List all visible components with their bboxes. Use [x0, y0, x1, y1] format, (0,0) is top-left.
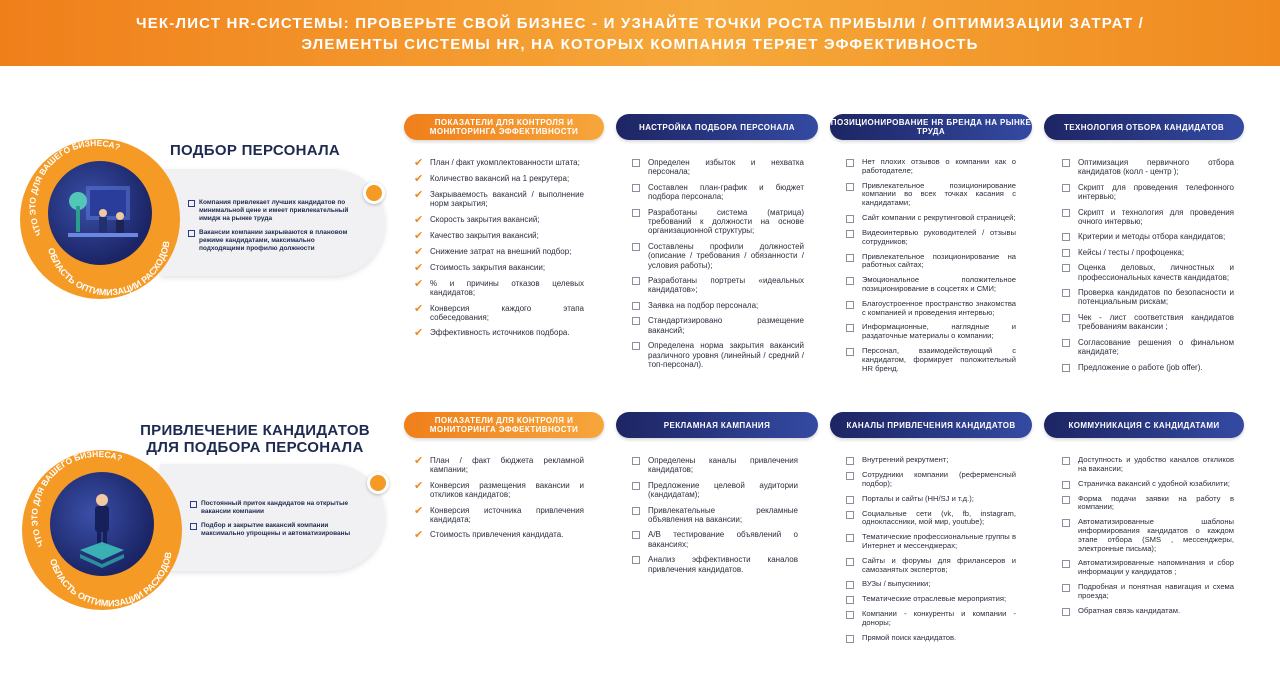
hub-circle: [20, 139, 180, 299]
checkbox[interactable]: [846, 230, 854, 238]
checkbox[interactable]: [1062, 249, 1070, 257]
connector-dot: [367, 472, 389, 494]
hub-illustration: [48, 161, 152, 265]
checkbox[interactable]: [846, 534, 854, 542]
list-item[interactable]: Составлены профили должностей (описание / требования / обязанности / условия работы);: [632, 242, 804, 270]
list-item: ✔ Количество вакансий на 1 рекрутера;: [414, 173, 570, 185]
ring-top-text: ЧТО ЭТО ДЛЯ ВАШЕГО БИЗНЕСА?: [29, 450, 124, 549]
column-header: КАНАЛЫ ПРИВЛЕЧЕНИЯ КАНДИДАТОВ: [830, 412, 1032, 438]
checkmark-icon: ✔: [414, 245, 424, 258]
list-item[interactable]: Доступность и удобство каналов откликов на вакансии;: [1062, 456, 1234, 474]
checkbox[interactable]: [846, 611, 854, 619]
checkbox[interactable]: [1062, 264, 1070, 272]
list-item[interactable]: Сайт компании с рекрутинговой страницей;: [846, 214, 1016, 223]
column-header: ПОКАЗАТЕЛИ ДЛЯ КОНТРОЛЯ И МОНИТОРИНГА ЭФФЕКТИВНОСТИ: [404, 114, 604, 140]
section-recruitment: [0, 96, 1280, 406]
column-header: КОММУНИКАЦИЯ С КАНДИДАТАМИ: [1044, 412, 1244, 438]
checkmark-icon: ✔: [414, 173, 424, 185]
section-title: ПРИВЛЕЧЕНИЕ КАНДИДАТОВ ДЛЯ ПОДБОРА ПЕРСОНАЛА: [140, 422, 370, 456]
checkbox[interactable]: [846, 635, 854, 643]
list-item[interactable]: Тематические профессиональные группы в Интернет и мессенджерах;: [846, 533, 1016, 551]
list-item[interactable]: Тематические отраслевые мероприятия;: [846, 595, 1016, 604]
section-title: ПОДБОР ПЕРСОНАЛА: [169, 142, 341, 159]
checkbox[interactable]: [846, 159, 854, 167]
checkmark-icon: ✔: [414, 213, 424, 226]
list-item[interactable]: Автоматизированные шаблоны информирования кандидатов о каждом этапе отбора (SMS , мессенджеры, электронные письма);: [1062, 518, 1234, 553]
list-item[interactable]: Информационные, наглядные и раздаточные материалы о компании;: [846, 323, 1016, 341]
checkmark-icon: ✔: [414, 261, 424, 274]
hub-circle: [22, 450, 182, 610]
title-banner: [0, 0, 1280, 66]
checkbox[interactable]: [632, 457, 640, 465]
checkbox-icon: [188, 230, 195, 237]
list-item[interactable]: Привлекательное позиционирование на работных сайтах;: [846, 253, 1016, 271]
ring-bottom-text: ОБЛАСТЬ ОПТИМИЗАЦИИ РАСХОДОВ: [47, 551, 174, 609]
pill-item: Вакансии компании закрываются в плановом режиме кандидатами, максимально подходящими профилю должности: [188, 229, 353, 253]
pill-item: Подбор и закрытие вакансий компании максимально упрощены и автоматизированы: [190, 522, 362, 538]
checkbox[interactable]: [632, 302, 640, 310]
checkbox[interactable]: [632, 184, 640, 192]
checkbox[interactable]: [846, 277, 854, 285]
checkbox[interactable]: [1062, 496, 1070, 504]
list-item[interactable]: Сотрудники компании (реферменсный подбор);: [846, 471, 1016, 489]
list-item[interactable]: Эмоциональное положительное позиционирование в соцсетях и СМИ;: [846, 276, 1016, 294]
list-item[interactable]: Критерии и методы отбора кандидатов;: [1062, 232, 1234, 241]
checkmark-icon: ✔: [414, 229, 424, 242]
kpi-list: [414, 158, 584, 344]
list-item[interactable]: Определены каналы привлечения кандидатов;: [632, 456, 798, 475]
list-item[interactable]: Составлен план-график и бюджет подбора персонала;: [632, 183, 804, 202]
list-item: ✔ Качество закрытия вакансий;: [414, 229, 539, 242]
list-item: ✔ Закрываемость вакансий / выполнение норм закрытия;: [414, 189, 584, 209]
checkbox[interactable]: [846, 511, 854, 519]
list-item[interactable]: Персонал, взаимодействующий с кандидатом, формирует положительный HR бренд.: [846, 347, 1016, 373]
list-item[interactable]: Предложение о работе (job offer).: [1062, 363, 1234, 372]
list-item[interactable]: Прямой поиск кандидатов.: [846, 634, 1016, 643]
banner-line-2: ЭЛЕМЕНТЫ СИСТЕМЫ HR, НА КОТОРЫХ КОМПАНИЯ ТЕРЯЕТ ЭФФЕКТИВНОСТЬ: [301, 36, 979, 53]
checkbox[interactable]: [1062, 339, 1070, 347]
checkbox[interactable]: [1062, 560, 1070, 568]
checkbox[interactable]: [846, 558, 854, 566]
list-item[interactable]: Видеоинтервью руководителей / отзывы сотрудников;: [846, 229, 1016, 247]
checkmark-icon: ✔: [414, 504, 424, 517]
checkbox[interactable]: [632, 159, 640, 167]
list-item[interactable]: Внутренний рекрутмент;: [846, 456, 1016, 465]
checkmark-icon: ✔: [414, 479, 424, 492]
checkbox[interactable]: [632, 317, 640, 325]
list-item: ✔ План / факт бюджета рекламной кампании;: [414, 455, 584, 475]
list-item: ✔ Скорость закрытия вакансий;: [414, 213, 540, 226]
checkbox[interactable]: [632, 531, 640, 539]
checkbox[interactable]: [846, 596, 854, 604]
list-item[interactable]: Страничка вакансий с удобной юзабилити;: [1062, 480, 1234, 489]
list-item[interactable]: Определена норма закрытия вакансий различного уровня (линейный / средний / топ-персонал).: [632, 341, 804, 369]
checkbox[interactable]: [1062, 584, 1070, 592]
checkbox[interactable]: [1062, 289, 1070, 297]
connector-dot: [363, 182, 385, 204]
checkbox[interactable]: [1062, 481, 1070, 489]
checkbox[interactable]: [632, 243, 640, 251]
checkbox[interactable]: [846, 496, 854, 504]
list-item: ✔ Стоимость привлечения кандидата.: [414, 529, 564, 542]
office-scene-icon: [48, 161, 152, 265]
list-item[interactable]: Оценка деловых, личностных и профессиональных качеств кандидатов;: [1062, 263, 1234, 282]
list-item: ✔ Стоимость закрытия вакансии;: [414, 261, 546, 274]
column-header: РЕКЛАМНАЯ КАМПАНИЯ: [616, 412, 818, 438]
list-item[interactable]: Определен избыток и нехватка персонала;: [632, 158, 804, 177]
checkbox[interactable]: [1062, 457, 1070, 465]
section-attraction: [0, 400, 1280, 677]
checkbox[interactable]: [1062, 159, 1070, 167]
list-item[interactable]: Разработаны портреты «идеальных кандидатов»;: [632, 276, 804, 295]
ring-top-text: ЧТО ЭТО ДЛЯ ВАШЕГО БИЗНЕСА?: [27, 139, 122, 238]
brand-list: [846, 158, 1016, 379]
list-item[interactable]: Нет плохих отзывов о компании как о работодателе;: [846, 158, 1016, 176]
column-header: НАСТРОЙКА ПОДБОРА ПЕРСОНАЛА: [616, 114, 818, 140]
list-item[interactable]: Форма подачи заявки на работу в компании;: [1062, 495, 1234, 513]
list-item[interactable]: Благоустроенное пространство знакомства с компанией и проведения интервью;: [846, 300, 1016, 318]
checkbox[interactable]: [846, 301, 854, 309]
column-header: ПОЗИЦИОНИРОВАНИЕ HR БРЕНДА НА РЫНКЕ ТРУДА: [830, 114, 1032, 140]
checkmark-icon: ✔: [414, 189, 424, 201]
list-item[interactable]: Сайты и форумы для фрилансеров и самозанятых экспертов;: [846, 557, 1016, 575]
checkmark-icon: ✔: [414, 157, 424, 169]
channels-list: [846, 456, 1016, 649]
column-header: ТЕХНОЛОГИЯ ОТБОРА КАНДИДАТОВ: [1044, 114, 1244, 140]
list-item[interactable]: Скрипт и технология для проведения очного интервью;: [1062, 208, 1234, 227]
list-item[interactable]: Проверка кандидатов по безопасности и потенциальным рискам;: [1062, 288, 1234, 307]
checkbox-icon: [190, 523, 197, 530]
checkbox[interactable]: [632, 209, 640, 217]
hub-illustration: [50, 472, 154, 576]
setup-list: [632, 158, 804, 375]
list-item: ✔ Конверсия размещения вакансии и откликов кандидатов;: [414, 479, 584, 500]
list-item[interactable]: ВУЗы / выпускники;: [846, 580, 1016, 589]
list-item: ✔ Снижение затрат на внешний подбор;: [414, 245, 572, 258]
list-item[interactable]: Кейсы / тесты / профоценка;: [1062, 248, 1234, 257]
list-item[interactable]: Оптимизация первичного отбора кандидатов (колл - центр );: [1062, 158, 1234, 177]
checkbox[interactable]: [632, 556, 640, 564]
kpi-list: [414, 456, 584, 546]
communication-list: [1062, 456, 1234, 622]
checkbox[interactable]: [1062, 233, 1070, 241]
list-item[interactable]: Привлекательное позиционирование компании во всех точках касания с кандидатами;: [846, 182, 1016, 208]
summary-pill: [160, 169, 385, 276]
checkbox[interactable]: [846, 215, 854, 223]
checkbox[interactable]: [846, 324, 854, 332]
businessman-icon: [50, 472, 154, 576]
list-item[interactable]: Автоматизированные напоминания и сбор информации у кандидатов ;: [1062, 559, 1234, 577]
checkmark-icon: ✔: [414, 277, 424, 290]
pill-item: Постоянный приток кандидатов на открытые вакансии компании: [190, 500, 362, 516]
ring-bottom-text: ОБЛАСТЬ ОПТИМИЗАЦИИ РАСХОДОВ: [45, 240, 172, 298]
checkbox[interactable]: [632, 482, 640, 490]
checkbox[interactable]: [846, 348, 854, 356]
checkbox[interactable]: [1062, 364, 1070, 372]
checkbox-icon: [190, 501, 197, 508]
column-header: ПОКАЗАТЕЛИ ДЛЯ КОНТРОЛЯ И МОНИТОРИНГА ЭФФЕКТИВНОСТИ: [404, 412, 604, 438]
checkbox[interactable]: [1062, 314, 1070, 322]
checkbox[interactable]: [1062, 608, 1070, 616]
pill-item: Компания привлекает лучших кандидатов по минимальной цене и имеет привлекательный имидж на рынке труда: [188, 199, 353, 223]
list-item[interactable]: Анализ эффективности каналов привлечения кандидатов.: [632, 555, 798, 574]
checkbox[interactable]: [632, 277, 640, 285]
checkbox-icon: [188, 200, 195, 207]
list-item: ✔ Эффективность источников подбора.: [414, 327, 570, 340]
checkmark-icon: ✔: [414, 302, 424, 315]
pill-items: [188, 199, 353, 259]
checkbox[interactable]: [1062, 519, 1070, 527]
checkbox[interactable]: [846, 183, 854, 191]
list-item[interactable]: Стандартизировано размещение вакансий;: [632, 316, 804, 335]
checkbox[interactable]: [632, 507, 640, 515]
checkbox[interactable]: [632, 342, 640, 350]
list-item: ✔ Конверсия каждого этапа собеседования;: [414, 302, 584, 323]
list-item[interactable]: Порталы и сайты (HH/SJ и т.д.);: [846, 495, 1016, 504]
checkbox[interactable]: [1062, 184, 1070, 192]
list-item[interactable]: Заявка на подбор персонала;: [632, 301, 804, 310]
checkmark-icon: ✔: [414, 327, 424, 340]
list-item[interactable]: Согласование решения о финальном кандидате;: [1062, 338, 1234, 357]
list-item: ✔ План / факт укомплектованности штата;: [414, 157, 580, 169]
list-item[interactable]: Социальные сети (vk, fb, instagram, одноклассники, мой мир, youtube);: [846, 510, 1016, 528]
list-item[interactable]: Разработаны система (матрица) требований к должности на основе организационной структуры;: [632, 208, 804, 236]
checkmark-icon: ✔: [414, 455, 424, 467]
list-item[interactable]: Скрипт для проведения телефонного интервью;: [1062, 183, 1234, 202]
list-item[interactable]: Чек - лист соответствия кандидатов требованиям вакансии ;: [1062, 313, 1234, 332]
checkbox[interactable]: [1062, 209, 1070, 217]
checkbox[interactable]: [846, 457, 854, 465]
list-item: ✔ % и причины отказов целевых кандидатов;: [414, 277, 584, 298]
ad-campaign-list: [632, 456, 798, 580]
list-item[interactable]: Обратная связь кандидатам.: [1062, 607, 1234, 616]
list-item[interactable]: Компании - конкуренты и компании - доноры;: [846, 610, 1016, 628]
checkbox[interactable]: [846, 472, 854, 480]
checkmark-icon: ✔: [414, 529, 424, 542]
list-item[interactable]: Подробная и понятная навигация и схема проезда;: [1062, 583, 1234, 601]
summary-pill: [160, 464, 385, 571]
list-item[interactable]: Предложение целевой аудитории (кандидатам);: [632, 481, 798, 500]
pill-items: [190, 500, 362, 544]
list-item: ✔ Конверсия источника привлечения кандидата;: [414, 504, 584, 525]
checkbox[interactable]: [846, 254, 854, 262]
banner-line-1: ЧЕК-ЛИСТ HR-СИСТЕМЫ: ПРОВЕРЬТЕ СВОЙ БИЗНЕС - И УЗНАЙТЕ ТОЧКИ РОСТА ПРИБЫЛИ / ОПТИМИЗАЦИИ ЗАТРАТ /: [135, 15, 1145, 32]
checkbox[interactable]: [846, 581, 854, 589]
list-item[interactable]: Привлекательные рекламные объявления на вакансии;: [632, 506, 798, 525]
list-item[interactable]: A/B тестирование объявлений о вакансиях;: [632, 530, 798, 549]
selection-list: [1062, 158, 1234, 378]
